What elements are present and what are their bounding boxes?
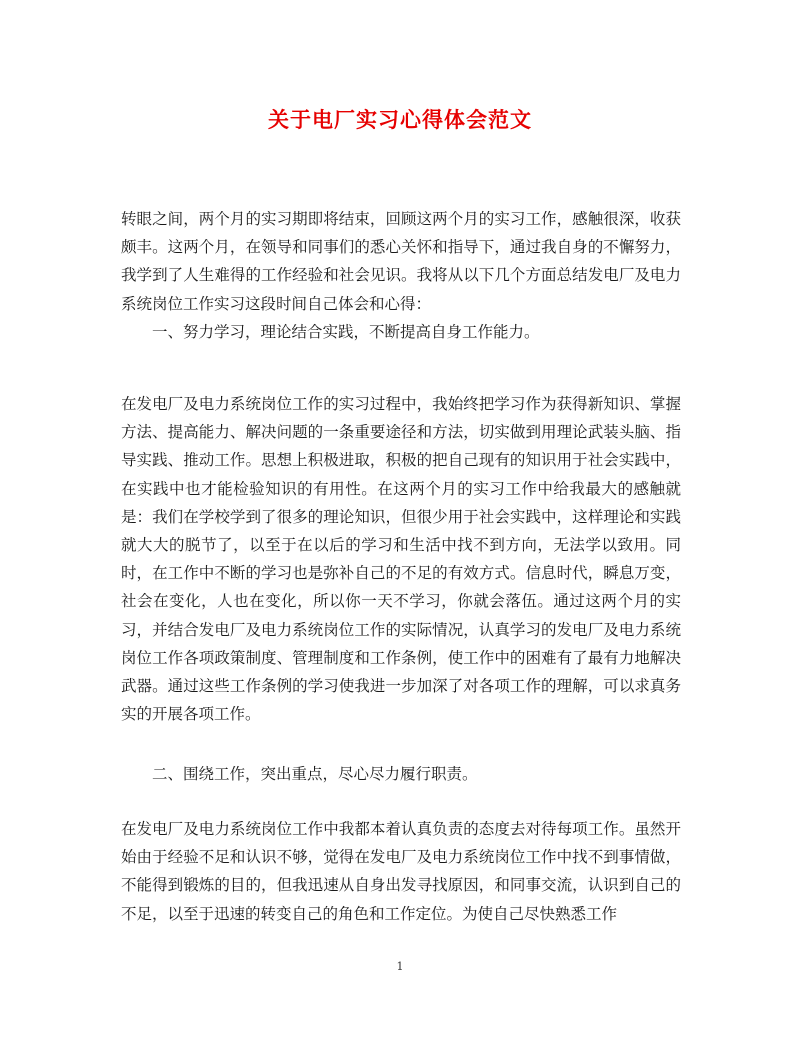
section-heading-2: 二、围绕工作，突出重点，尽心尽力履行职责。 — [152, 765, 478, 783]
intro-paragraph: 转眼之间，两个月的实习期即将结束，回顾这两个月的实习工作，感触很深，收获颇丰。这两个月，在领导和同事们的悉心关怀和指导下，通过我自身的不懈努力，我学到了人生难得的工作经验和社会见识。我将从以下几个方面总结发电厂及电力系统岗位工作实习这段时间自己体会和心得： — [121, 210, 681, 313]
section-body-1: 在发电厂及电力系统岗位工作的实习过程中，我始终把学习作为获得新知识、掌握方法、提高能力、解决问题的一条重要途径和方法，切实做到用理论武装头脑、指导实践、推动工作。思想上积极进取，积极的把自己现有的知识用于社会实践中，在实践中也才能检验知识的有用性。在这两个月的实习工作中给我最大的感触就是：我们在学校学到了很多的理论知识，但很少用于社会实践中，这样理论和实践就大大的脱节了，以至于在以后的学习和生活中找不到方向，无法学以致用。同时，在工作中不断的学习也是弥补自己的不足的有效方式。信息时代，瞬息万变，社会在变化，人也在变化，所以你一天不学习，你就会落伍。通过这两个月的实习，并结合发电厂及电力系统岗位工作的实际情况，认真学习的发电厂及电力系统岗位工作各项政策制度、管理制度和工作条例，使工作中的困难有了最有力地解决武器。通过这些工作条例的学习使我进一步加深了对各项工作的理解，可以求真务实的开展各项工作。 — [121, 395, 681, 724]
page-number: 1 — [396, 960, 404, 973]
document-title: 关于电厂实习心得体会范文 — [268, 107, 532, 132]
section-heading-1: 一、努力学习，理论结合实践，不断提高自身工作能力。 — [152, 323, 540, 341]
section-body-2: 在发电厂及电力系统岗位工作中我都本着认真负责的态度去对待每项工作。虽然开始由于经验不足和认识不够，觉得在发电厂及电力系统岗位工作中找不到事情做，不能得到锻炼的目的，但我迅速从自身出发寻找原因，和同事交流，认识到自己的不足，以至于迅速的转变自己的角色和工作定位。为使自己尽快熟悉工作 — [121, 820, 681, 923]
